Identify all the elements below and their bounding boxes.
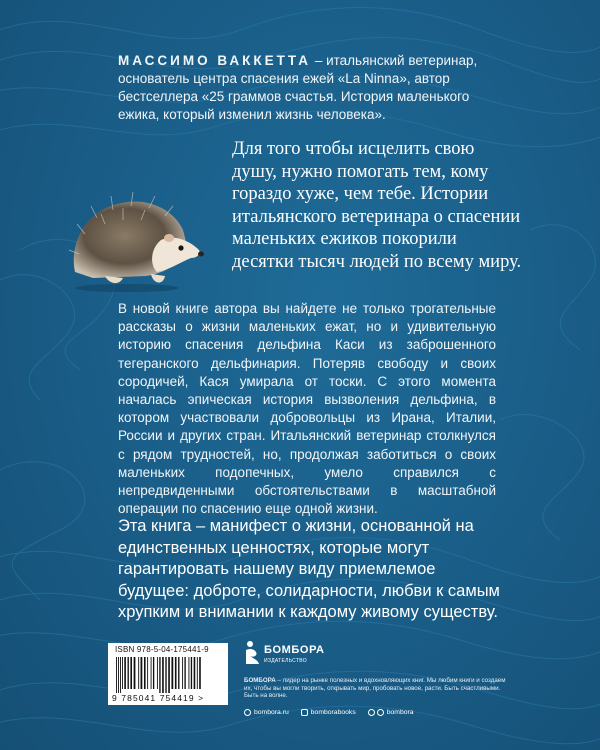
barcode-bar bbox=[118, 657, 119, 693]
vk-telegram-icon bbox=[368, 709, 384, 716]
description-text: В новой книге автора вы найдете не только трогательные рассказы о жизни маленьких ежат, но и удивительную историю спасения дельфина Каси из заброшенного тегеранского дельфинария. Потеряв свободу и своих сородичей, Кася умирала от тоски. С этого момента началась эпическая история вызволения дельфина, в котором участвовали добровольцы из Ирана, Италии, России и других стран. Итальянский ветеринар столкнулся с рядом трудностей, но, продолжая заботиться о своих маленьких подопечных, умело справился с непредвиденными обстоятельствами в масштабной операции по спасению еще одной жизни. bbox=[118, 301, 496, 517]
barcode-bar bbox=[141, 657, 143, 689]
barcode-bar bbox=[182, 657, 183, 689]
manifest-text: Эта книга – манифест о жизни, основанной на единственных ценностях, которые могут гарантировать нашему виду приемлемое будущее: доброте, солидарности, любви к самым хрупким и внимании к каждому живому существу. bbox=[118, 517, 500, 621]
barcode-bar bbox=[184, 657, 185, 689]
social-links bbox=[244, 706, 506, 718]
barcode-bar bbox=[199, 657, 201, 689]
social-label: bomborabooks bbox=[310, 708, 356, 716]
barcode-bar bbox=[157, 657, 158, 689]
social-link-website[interactable] bbox=[244, 709, 289, 716]
barcode-bar bbox=[162, 657, 164, 693]
barcode-bar bbox=[147, 657, 148, 689]
barcode-bar bbox=[197, 657, 198, 689]
barcode bbox=[108, 643, 228, 705]
barcode-bar bbox=[191, 657, 192, 689]
barcode-bar bbox=[144, 657, 146, 689]
publisher-logo bbox=[244, 640, 324, 680]
publisher-blurb-name: БОМБОРА bbox=[244, 677, 276, 684]
author-bio-text: – итальянский ветеринар, основатель центра спасения ежей «La Ninna», автор бестселлера «25 граммов счастья. История маленького ежика, который изменил жизнь человека». bbox=[118, 53, 478, 122]
hedgehog-illustration bbox=[65, 184, 205, 294]
publisher-name: БОМБОРА bbox=[264, 644, 325, 656]
social-link-vk-telegram[interactable] bbox=[368, 709, 414, 716]
barcode-bar bbox=[122, 657, 123, 689]
barcode-bar bbox=[194, 657, 196, 689]
barcode-bar bbox=[124, 657, 126, 689]
barcode-digits: 9 785041 754419 > bbox=[112, 693, 205, 703]
social-label: bombora bbox=[386, 708, 414, 716]
barcode-bar bbox=[120, 657, 121, 693]
globe-icon bbox=[244, 709, 251, 716]
isbn-label: ISBN 978-5-04-175441-9 bbox=[115, 645, 209, 654]
publisher-subtitle: ИЗДАТЕЛЬСТВО bbox=[264, 658, 307, 664]
barcode-bar bbox=[134, 657, 136, 689]
social-link-instagram[interactable] bbox=[301, 709, 356, 716]
barcode-bar bbox=[165, 657, 166, 693]
author-bio bbox=[118, 52, 496, 124]
barcode-bar bbox=[168, 657, 170, 693]
barcode-bar bbox=[151, 657, 152, 689]
barcode-bar bbox=[116, 657, 117, 693]
barcode-bar bbox=[178, 657, 179, 689]
publisher-blurb bbox=[244, 677, 506, 700]
quote-text: Для того чтобы исцелить свою душу, нужно помогать тем, кому гораздо хуже, чем тебе. Истории итальянского ветеринара о спасении маленьких ежиков покорили десятки тысяч людей по всему миру. bbox=[232, 139, 522, 272]
barcode-bar bbox=[175, 657, 177, 689]
barcode-bar bbox=[188, 657, 189, 689]
author-name: МАССИМО ВАККЕТТА bbox=[118, 53, 312, 68]
bombora-logo-icon bbox=[244, 640, 260, 666]
barcode-bar bbox=[128, 657, 129, 689]
publisher-blurb-text: – лидер на рынке полезных и вдохновляющих книг. Мы любим книги и создаем их, чтобы вы могли творить, открывать мир, пробовать новое, расти. Быть счастливыми. Быть на волне. bbox=[244, 677, 506, 700]
barcode-bar bbox=[153, 657, 154, 689]
barcode-bar bbox=[138, 657, 139, 689]
instagram-icon bbox=[301, 709, 308, 716]
barcode-bar bbox=[171, 657, 173, 689]
barcode-bar bbox=[159, 657, 160, 693]
barcode-bars bbox=[114, 657, 222, 693]
social-label: bombora.ru bbox=[254, 708, 289, 716]
barcode-bar bbox=[130, 657, 132, 689]
